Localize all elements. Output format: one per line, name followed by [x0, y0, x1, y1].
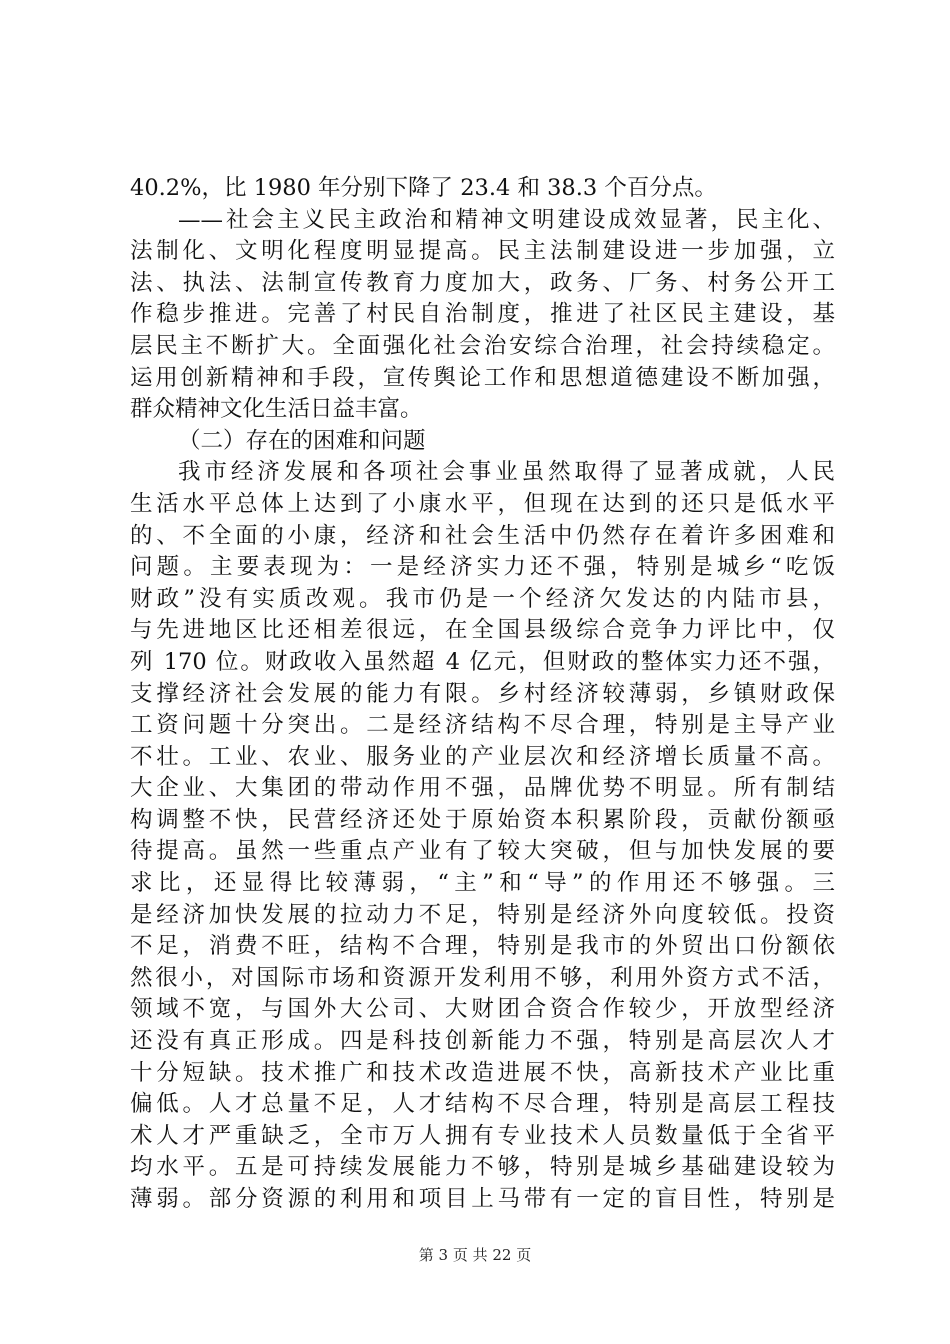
- text-line: 领域不宽，与国外大公司、大财团合资合作较少，开放型经济: [130, 996, 835, 1023]
- text-line: 作稳步推进。完善了村民自治制度，推进了社区民主建设，基: [130, 301, 835, 328]
- text-line: 法、执法、法制宣传教育力度加大，政务、厂务、村务公开工: [130, 269, 835, 296]
- text-line: 与先进地区比还相差很远，在全国县级综合竞争力评比中，仅: [130, 617, 835, 644]
- text-line: 偏低。人才总量不足，人才结构不尽合理，特别是高层工程技: [130, 1091, 835, 1118]
- text-line: 不壮。工业、农业、服务业的产业层次和经济增长质量不高。: [130, 743, 835, 770]
- text-line: 工资问题十分突出。二是经济结构不尽合理，特别是主导产业: [130, 712, 835, 739]
- text-line: 运用创新精神和手段，宣传舆论工作和思想道德建设不断加强，: [130, 364, 835, 391]
- text-line: 列 170 位。财政收入虽然超 4 亿元，但财政的整体实力还不强，: [130, 648, 835, 675]
- text-line: 不足，消费不旺，结构不合理，特别是我市的外贸出口份额依: [130, 933, 835, 960]
- text-line: 还没有真正形成。四是科技创新能力不强，特别是高层次人才: [130, 1028, 835, 1055]
- text-line: 的、不全面的小康，经济和社会生活中仍然存在着许多困难和: [130, 522, 835, 549]
- text-line: 问题。主要表现为：一是经济实力还不强，特别是城乡“吃饭: [130, 554, 835, 581]
- text-line: ——社会主义民主政治和精神文明建设成效显著，民主化、: [178, 206, 835, 233]
- text-line: 群众精神文化生活日益丰富。: [130, 396, 423, 423]
- text-line: 构调整不快，民营经济还处于原始资本积累阶段，贡献份额亟: [130, 806, 835, 833]
- text-line: 均水平。五是可持续发展能力不够，特别是城乡基础建设较为: [130, 1154, 835, 1181]
- text-line: 术人才严重缺乏，全市万人拥有专业技术人员数量低于全省平: [130, 1122, 835, 1149]
- text-line: 层民主不断扩大。全面强化社会治安综合治理，社会持续稳定。: [130, 332, 835, 359]
- text-line: 求比，还显得比较薄弱，“主”和“导”的作用还不够强。三: [130, 870, 835, 897]
- text-line: 生活水平总体上达到了小康水平，但现在达到的还只是低水平: [130, 490, 835, 517]
- text-line: 支撑经济社会发展的能力有限。乡村经济较薄弱，乡镇财政保: [130, 680, 835, 707]
- page-footer: 第 3 页 共 22 页: [418, 1246, 532, 1264]
- text-line: （二）存在的困难和问题: [178, 427, 426, 454]
- text-line: 财政”没有实质改观。我市仍是一个经济欠发达的内陆市县，: [130, 585, 835, 612]
- text-line: 待提高。虽然一些重点产业有了较大突破，但与加快发展的要: [130, 838, 835, 865]
- text-line: 然很小，对国际市场和资源开发利用不够，利用外资方式不活，: [130, 964, 835, 991]
- text-line: 十分短缺。技术推广和技术改造进展不快，高新技术产业比重: [130, 1059, 835, 1086]
- text-line: 薄弱。部分资源的利用和项目上马带有一定的盲目性，特别是: [130, 1186, 835, 1212]
- text-line: 法制化、文明化程度明显提高。民主法制建设进一步加强，立: [130, 238, 835, 265]
- text-line: 40.2%，比 1980 年分别下降了 23.4 和 38.3 个百分点。: [130, 175, 717, 201]
- text-line: 大企业、大集团的带动作用不强，品牌优势不明显。所有制结: [130, 775, 835, 802]
- text-line: 我市经济发展和各项社会事业虽然取得了显著成就，人民: [178, 459, 835, 486]
- text-line: 是经济加快发展的拉动力不足，特别是经济外向度较低。投资: [130, 901, 835, 928]
- document-body: [130, 173, 835, 1216]
